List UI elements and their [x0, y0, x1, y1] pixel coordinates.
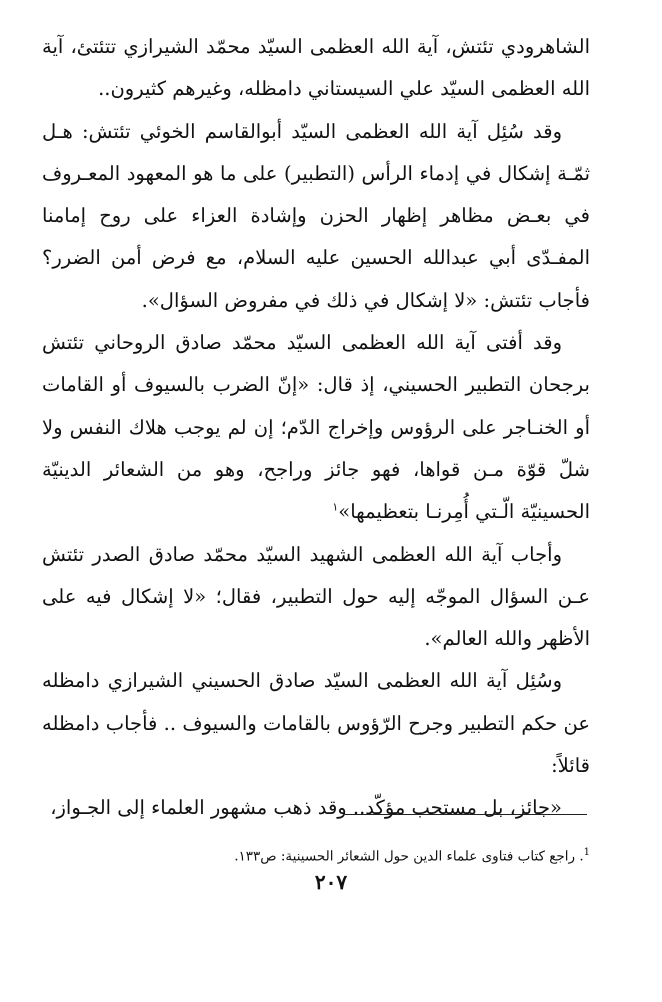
paragraph-5	[42, 660, 590, 787]
footnote-number: 1	[583, 847, 590, 858]
paragraph-4-text: وأجاب آية الله العظمى الشهيد السيّد محمّد صادق الصدر تئتش عـن السؤال الموجّه إليه حول التطبير، فقال؛ «لا إشكال فيه على الأظهر والله العالم».	[42, 542, 590, 651]
paragraph-1-text: الشاهرودي تئتش، آية الله العظمى السيّد محمّد الشيرازي تتئتئ، آية الله العظمى السيّد علي السيستاني دامظله، وغيرهم كثيرون..	[42, 35, 590, 101]
paragraph-1	[42, 26, 590, 111]
paragraph-3	[42, 322, 590, 533]
paragraph-4	[42, 534, 590, 661]
main-text	[42, 26, 590, 830]
paragraph-2	[42, 111, 590, 322]
page-number: ٢٠٧	[314, 870, 348, 894]
footnote-text: . راجع كتاب فتاوى علماء الدين حول الشعائر الحسينية: ص١٣٣.	[234, 848, 584, 865]
paragraph-6	[42, 787, 590, 829]
paragraph-3-text: وقد أفتى آية الله العظمى السيّد محمّد صادق الروحاني تئتش برجحان التطبير الحسيني، إذ قال: «إنّ الضرب بالسيوف أو القامات أو الخنـاجر على الرؤوس وإخراج الدّم؛ إن لم يوجب هلاك النفس ولا شلّ قوّة مـن قواها، فهو جائز وراجح، وهو من الشعائر الدينيّة الحسينيّة الّـتي أُمِرنـا بتعظيمها»	[42, 331, 590, 524]
paragraph-6-text: «جائز، بل مستحب مؤكّد.. وقد ذهب مشهور العلماء إلى الجـواز،	[50, 796, 562, 820]
footnote	[42, 843, 590, 867]
footnote-reference: ١	[332, 500, 339, 514]
paragraph-2-text: وقد سُئِل آية الله العظمى السيّد أبوالقاسم الخوئي تئتش: هـل ثمّـة إشكال في إدماء الرأس (التطبير) على ما هو المعهود المعـروف في بعـض مظاهر إظهار الحزن وإشادة العزاء على روح إمامنا المفـدّى أبي عبدالله الحسين عليه السلام، مع فرض أمن الضرر؟ فأجاب تئتش: «لا إشكال في ذلك في مفروض السؤال».	[42, 119, 590, 312]
footnote-divider	[345, 814, 587, 815]
paragraph-5-text: وسُئِل آية الله العظمى السيّد صادق الحسيني الشيرازي دامظله عن حكم التطبير وجرح الرّؤوس بالقامات والسيوف .. فأجاب دامظله قائلاً:	[42, 669, 590, 778]
